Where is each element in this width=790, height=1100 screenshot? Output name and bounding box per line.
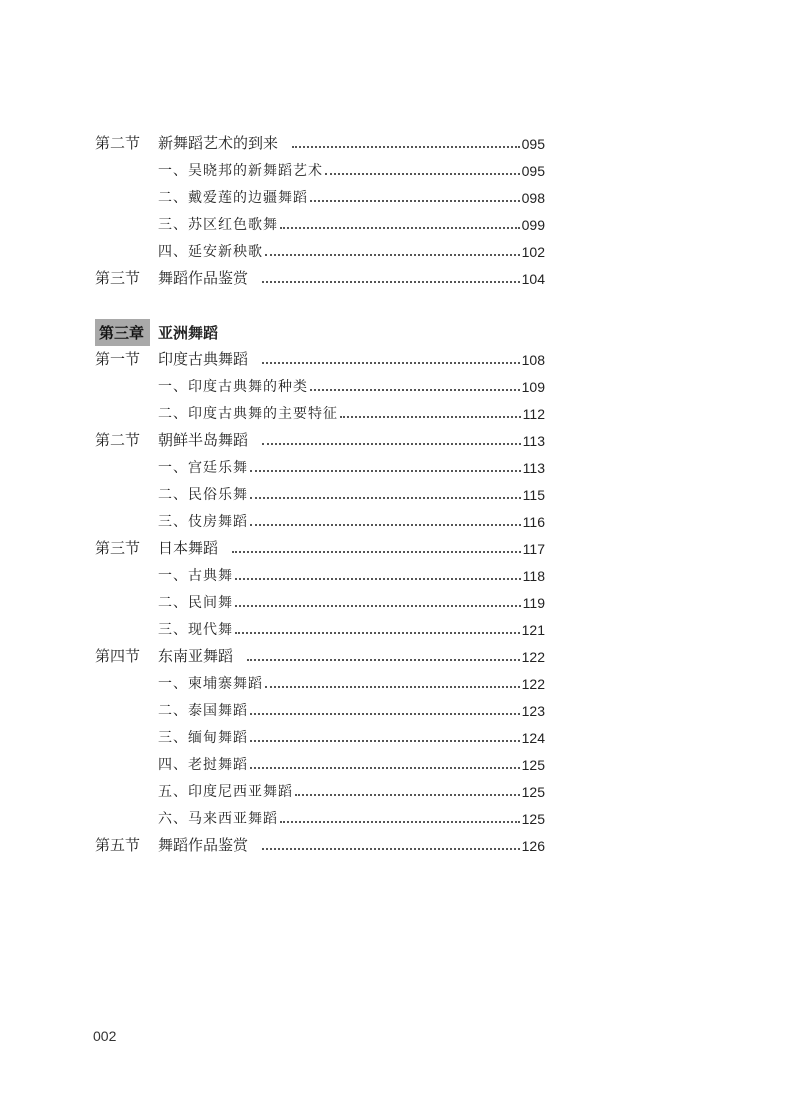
item-title: 三、苏区红色歌舞 bbox=[158, 216, 278, 233]
section-title: 新舞蹈艺术的到来 bbox=[158, 134, 279, 152]
toc-item-row bbox=[95, 454, 545, 481]
toc-item-row bbox=[95, 616, 545, 643]
item-title: 二、印度古典舞的主要特征 bbox=[158, 405, 338, 422]
item-title: 三、缅甸舞蹈 bbox=[158, 729, 248, 746]
item-page-number: 119 bbox=[522, 594, 545, 611]
toc-spacer bbox=[95, 292, 545, 319]
section-page-number: 095 bbox=[521, 135, 545, 152]
item-page-number: 113 bbox=[522, 459, 545, 476]
dot-leader bbox=[310, 389, 520, 391]
dot-leader bbox=[262, 848, 520, 850]
dot-leader bbox=[262, 362, 520, 364]
item-page-number: 115 bbox=[522, 486, 545, 503]
section-title: 日本舞蹈 bbox=[158, 539, 219, 557]
dot-leader bbox=[340, 416, 521, 418]
item-page-number: 109 bbox=[521, 378, 545, 395]
section-label: 第五节 bbox=[95, 836, 141, 854]
toc-item-row bbox=[95, 211, 545, 238]
dot-leader bbox=[247, 659, 520, 661]
toc-section-row bbox=[95, 130, 545, 157]
table-of-contents bbox=[95, 130, 545, 859]
section-label: 第二节 bbox=[95, 431, 141, 449]
dot-leader bbox=[295, 794, 520, 796]
dot-leader bbox=[265, 686, 520, 688]
section-label: 第二节 bbox=[95, 134, 141, 152]
page-number: 002 bbox=[93, 1028, 117, 1044]
dot-leader bbox=[250, 497, 521, 499]
dot-leader bbox=[250, 470, 521, 472]
toc-item-row bbox=[95, 751, 545, 778]
dot-leader bbox=[265, 254, 520, 256]
toc-item-row bbox=[95, 508, 545, 535]
dot-leader bbox=[250, 524, 521, 526]
toc-item-row bbox=[95, 157, 545, 184]
section-label: 第三节 bbox=[95, 539, 141, 557]
dot-leader bbox=[280, 821, 520, 823]
dot-leader bbox=[262, 443, 521, 445]
toc-item-row bbox=[95, 373, 545, 400]
section-title: 东南亚舞蹈 bbox=[158, 647, 234, 665]
toc-section-row bbox=[95, 535, 545, 562]
item-title: 二、戴爱莲的边疆舞蹈 bbox=[158, 189, 308, 206]
section-label: 第一节 bbox=[95, 350, 141, 368]
section-title: 朝鲜半岛舞蹈 bbox=[158, 431, 249, 449]
item-page-number: 118 bbox=[522, 567, 545, 584]
toc-item-row bbox=[95, 778, 545, 805]
item-title: 一、吴晓邦的新舞蹈艺术 bbox=[158, 162, 323, 179]
item-page-number: 121 bbox=[521, 621, 545, 638]
item-title: 四、老挝舞蹈 bbox=[158, 756, 248, 773]
toc-section-row bbox=[95, 643, 545, 670]
section-title: 舞蹈作品鉴赏 bbox=[158, 836, 249, 854]
section-page-number: 104 bbox=[521, 270, 545, 287]
section-page-number: 122 bbox=[521, 648, 545, 665]
section-label: 第三节 bbox=[95, 269, 141, 287]
dot-leader bbox=[292, 146, 520, 148]
dot-leader bbox=[310, 200, 520, 202]
section-page-number: 108 bbox=[521, 351, 545, 368]
dot-leader bbox=[235, 605, 521, 607]
section-title: 印度古典舞蹈 bbox=[158, 350, 249, 368]
toc-item-row bbox=[95, 184, 545, 211]
item-title: 一、印度古典舞的种类 bbox=[158, 378, 308, 395]
toc-chapter-heading bbox=[95, 319, 545, 346]
dot-leader bbox=[250, 740, 520, 742]
item-page-number: 125 bbox=[521, 783, 545, 800]
toc-item-row bbox=[95, 562, 545, 589]
toc-item-row bbox=[95, 670, 545, 697]
chapter-title: 亚洲舞蹈 bbox=[158, 325, 219, 342]
toc-item-row bbox=[95, 589, 545, 616]
toc-section-row bbox=[95, 832, 545, 859]
item-page-number: 095 bbox=[521, 162, 545, 179]
toc-item-row bbox=[95, 805, 545, 832]
toc-item-row bbox=[95, 481, 545, 508]
toc-section-row bbox=[95, 265, 545, 292]
item-title: 三、现代舞 bbox=[158, 621, 233, 638]
item-title: 六、马来西亚舞蹈 bbox=[158, 810, 278, 827]
dot-leader bbox=[325, 173, 520, 175]
dot-leader bbox=[235, 632, 520, 634]
dot-leader bbox=[280, 227, 520, 229]
item-page-number: 098 bbox=[521, 189, 545, 206]
item-title: 一、古典舞 bbox=[158, 567, 233, 584]
dot-leader bbox=[232, 551, 521, 553]
section-title: 舞蹈作品鉴赏 bbox=[158, 269, 249, 287]
section-page-number: 126 bbox=[521, 837, 545, 854]
item-page-number: 123 bbox=[521, 702, 545, 719]
item-page-number: 124 bbox=[521, 729, 545, 746]
item-title: 一、宫廷乐舞 bbox=[158, 459, 248, 476]
item-title: 四、延安新秧歌 bbox=[158, 243, 263, 260]
dot-leader bbox=[250, 767, 520, 769]
item-page-number: 125 bbox=[521, 756, 545, 773]
item-page-number: 112 bbox=[522, 405, 545, 422]
toc-section-row bbox=[95, 346, 545, 373]
dot-leader bbox=[235, 578, 521, 580]
item-title: 一、柬埔寨舞蹈 bbox=[158, 675, 263, 692]
toc-item-row bbox=[95, 724, 545, 751]
item-page-number: 099 bbox=[521, 216, 545, 233]
item-page-number: 122 bbox=[521, 675, 545, 692]
section-page-number: 113 bbox=[522, 432, 545, 449]
toc-item-row bbox=[95, 400, 545, 427]
item-title: 三、伎房舞蹈 bbox=[158, 513, 248, 530]
section-label: 第四节 bbox=[95, 647, 141, 665]
item-title: 二、泰国舞蹈 bbox=[158, 702, 248, 719]
toc-item-row bbox=[95, 697, 545, 724]
chapter-label: 第三章 bbox=[95, 319, 150, 346]
item-title: 二、民俗乐舞 bbox=[158, 486, 248, 503]
item-page-number: 102 bbox=[521, 243, 545, 260]
item-title: 五、印度尼西亚舞蹈 bbox=[158, 783, 293, 800]
dot-leader bbox=[250, 713, 520, 715]
item-page-number: 116 bbox=[522, 513, 545, 530]
toc-section-row bbox=[95, 427, 545, 454]
item-page-number: 125 bbox=[521, 810, 545, 827]
dot-leader bbox=[262, 281, 520, 283]
item-title: 二、民间舞 bbox=[158, 594, 233, 611]
toc-item-row bbox=[95, 238, 545, 265]
section-page-number: 117 bbox=[522, 540, 545, 557]
